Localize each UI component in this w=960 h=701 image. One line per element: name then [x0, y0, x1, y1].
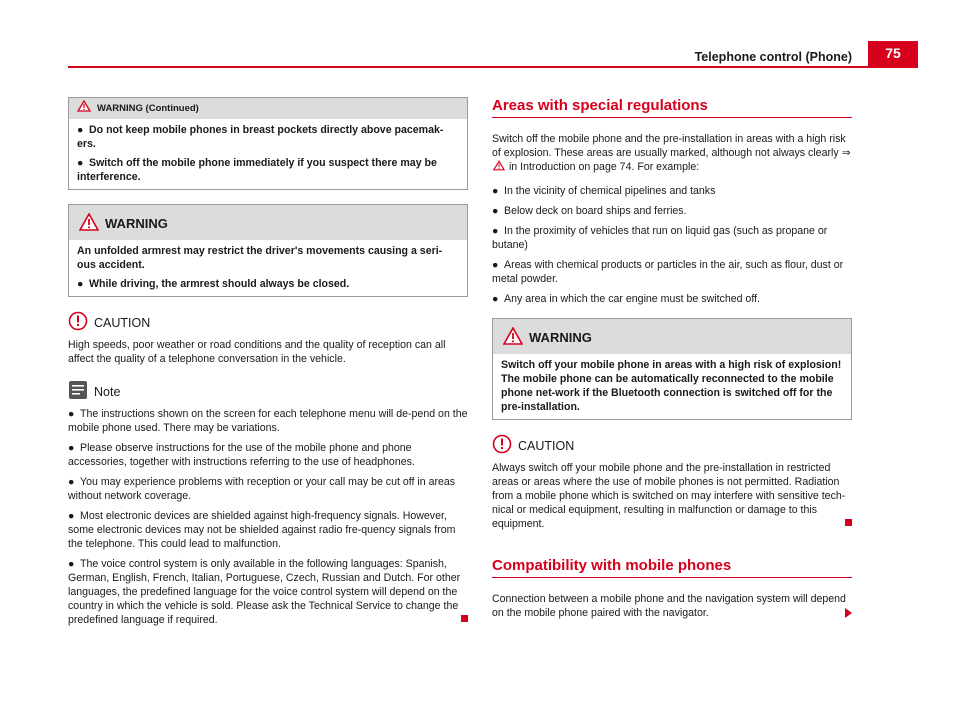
list-item: ● In the vicinity of chemical pipelines and tanks [492, 185, 716, 197]
running-header-title: Telephone control (Phone) [694, 50, 852, 64]
armrest-warning-box [68, 204, 468, 297]
list-item: ● Most electronic devices are shielded against high-frequency signals. However, some electronic devices may not be shielded against radio fre-quency signals from the telephone. This could lead to malfunction. [68, 510, 456, 550]
list-item: ● While driving, the armrest should always be closed. [77, 278, 350, 290]
armrest-warning-text: An unfolded armrest may restrict the driver's movements causing a seri-ous accident. [77, 245, 443, 271]
warning-continued-body [69, 119, 467, 189]
warning-continued-box [68, 97, 468, 190]
armrest-warning-body [69, 240, 467, 296]
list-item: ● Switch off the mobile phone immediately if you suspect there may be interference. [77, 157, 437, 183]
page-number: 75 [868, 41, 918, 68]
warning-triangle-icon [493, 160, 505, 175]
continue-arrow-icon [845, 608, 852, 618]
end-square-icon [461, 615, 468, 622]
list-item: ● Please observe instructions for the use of the mobile phone and phone accessories, together with instructions referring to the use of headphones. [68, 442, 415, 468]
armrest-warning-header [69, 205, 467, 240]
caution-heading: CAUTION [518, 438, 575, 453]
list-item: ● In the proximity of vehicles that run on liquid gas (such as propane or butane) [492, 225, 828, 251]
caution-exclamation-icon [68, 311, 88, 334]
end-square-icon [845, 519, 852, 526]
caution-text: Always switch off your mobile phone and the pre-installation in restricted areas or areas where the use of mobile phones is not permitted. Radiation from a mobile phone which is switched on may interfere with sensitive tech-nical or medical equipment, resulting in malfunction or damage to this equipment. [492, 461, 852, 531]
note-header [68, 380, 468, 403]
note-heading: Note [94, 384, 121, 399]
list-item: ● Below deck on board ships and ferries. [492, 205, 687, 217]
section-text: Connection between a mobile phone and the navigation system will depend on the mobile phone paired with the navigator. [492, 592, 852, 620]
list-item: ● The instructions shown on the screen for each telephone menu will de-pend on the mobile phone used. There may be variations. [68, 408, 468, 434]
explosion-warning-header [493, 319, 851, 354]
caution-header [492, 434, 852, 457]
warning-continued-heading: WARNING (Continued) [97, 102, 199, 114]
caution-text: High speeds, poor weather or road conditions and the quality of reception can all affect the quality of a telephone conversation in the vehicle. [68, 339, 446, 365]
explosion-warning-body [493, 354, 851, 419]
warning-continued-header [69, 98, 467, 119]
caution-header [68, 311, 468, 334]
explosion-warning-box [492, 318, 852, 420]
armrest-warning-heading: WARNING [105, 215, 168, 231]
list-item: ● Any area in which the car engine must be switched off. [492, 293, 760, 305]
section-title: Compatibility with mobile phones [492, 559, 852, 578]
header-rule [68, 66, 918, 68]
caution-heading: CAUTION [94, 315, 151, 330]
warning-triangle-icon [503, 327, 523, 348]
warning-triangle-icon [79, 213, 99, 234]
note-icon [68, 380, 88, 403]
list-item: ● Areas with chemical products or particles in the air, such as flour, dust or metal powder. [492, 259, 844, 285]
explosion-warning-text: Switch off your mobile phone in areas with a high risk of explosion! The mobile phone can be automatically reconnected to the mobile phone net-work if the Bluetooth connection is switched off for the pre-installation. [501, 359, 842, 413]
list-item: ● The voice control system is only available in the following languages: Spanish, German, English, French, Italian, Portuguese, Czech, Russian and Dutch. For other languages, the predefined language for the voice control system will depend on the country in which the vehicle is sold. Please ask the Technical Service to change the predefined language if required. [68, 557, 468, 627]
right-column [492, 99, 852, 626]
left-column [68, 97, 468, 633]
warning-triangle-icon [77, 100, 91, 117]
section-intro: Switch off the mobile phone and the pre-installation in areas with a high risk of explosion. These areas are usually marked, although not always clearly ⇒ in Introduction on page 74. For example: [492, 133, 851, 173]
explosion-warning-heading: WARNING [529, 329, 592, 345]
caution-exclamation-icon [492, 434, 512, 457]
list-item: ● You may experience problems with reception or your call may be cut off in areas without network coverage. [68, 476, 456, 502]
section-title: Areas with special regulations [492, 99, 852, 118]
list-item: ● Do not keep mobile phones in breast pockets directly above pacemak-ers. [77, 124, 444, 150]
